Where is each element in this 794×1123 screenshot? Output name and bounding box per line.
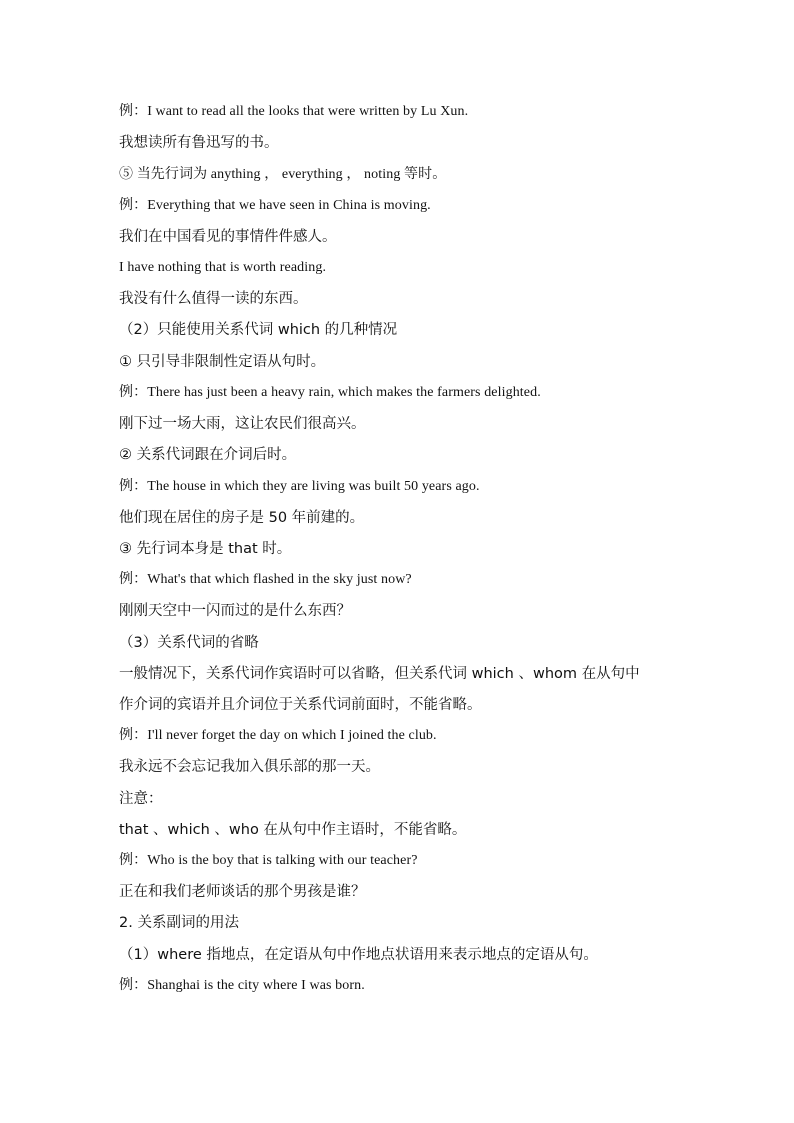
text-line: 例：There has just been a heavy rain, which makes the farmers delighted. — [119, 385, 541, 400]
section-heading: 2. 关系副词的用法 — [119, 915, 239, 931]
text-line: 例：The house in which they are living was built 50 years ago. — [119, 479, 480, 494]
text-line: 例：What's that which flashed in the sky just now? — [119, 572, 412, 587]
text-line: 作介词的宾语并且介词位于关系代词前面时，不能省略。 — [119, 697, 482, 713]
text-line: 例：Who is the boy that is talking with our teacher? — [119, 853, 418, 868]
text-line: 例：Everything that we have seen in China is moving. — [119, 198, 431, 213]
text-line: （1）where 指地点，在定语从句中作地点状语用来表示地点的定语从句。 — [119, 947, 598, 963]
note-heading: 注意： — [119, 791, 163, 807]
text-line: ① 只引导非限制性定语从句时。 — [119, 354, 326, 370]
text-line: 我们在中国看见的事情件件感人。 — [119, 229, 337, 245]
section-heading: （2）只能使用关系代词 which 的几种情况 — [119, 322, 398, 338]
text-line: ② 关系代词跟在介词后时。 — [119, 447, 297, 463]
text-line: 我永远不会忘记我加入俱乐部的那一天。 — [119, 759, 380, 775]
text-line: that 、which 、who 在从句中作主语时，不能省略。 — [119, 822, 467, 838]
text-line: ③ 先行词本身是 that 时。 — [119, 541, 292, 557]
section-heading: （3）关系代词的省略 — [119, 635, 259, 651]
text-line: 例：I want to read all the looks that were written by Lu Xun. — [119, 104, 469, 119]
text-line: 例：Shanghai is the city where I was born. — [119, 978, 365, 993]
text-line: 刚下过一场大雨，这让农民们很高兴。 — [119, 416, 366, 432]
text-line: ⑤ 当先行词为 anything ， everything ， noting 等时。 — [119, 167, 447, 182]
text-line: I have nothing that is worth reading. — [119, 260, 327, 275]
text-line: 我没有什么值得一读的东西。 — [119, 291, 308, 307]
text-line: 我想读所有鲁迅写的书。 — [119, 135, 279, 151]
text-line: 他们现在居住的房子是 50 年前建的。 — [119, 510, 365, 526]
text-line: 一般情况下，关系代词作宾语时可以省略，但关系代词 which 、whom 在从句中 — [119, 666, 640, 682]
text-line: 刚刚天空中一闪而过的是什么东西？ — [119, 603, 351, 619]
text-line: 正在和我们老师谈话的那个男孩是谁？ — [119, 884, 366, 900]
text-line: 例：I'll never forget the day on which I joined the club. — [119, 728, 437, 743]
